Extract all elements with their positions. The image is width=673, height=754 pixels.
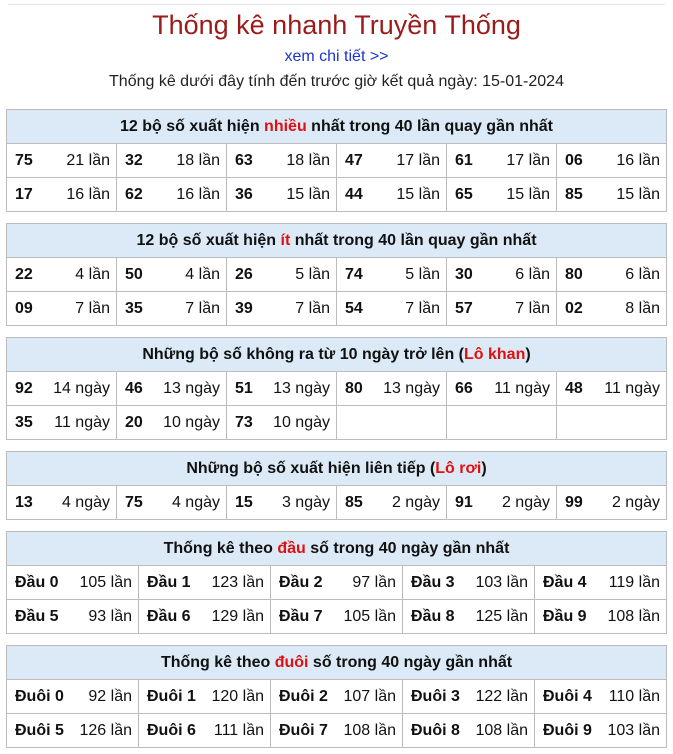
stat-count: 97 lần: [352, 573, 396, 591]
stat-count: 125 lần: [475, 607, 528, 625]
stat-cell: [227, 178, 337, 211]
stat-number: 80: [565, 265, 583, 283]
section-title-text: số trong 40 ngày gần nhất: [305, 540, 510, 557]
table-row: [7, 372, 666, 406]
stat-number: 35: [15, 413, 33, 431]
stat-count: 7 lần: [75, 299, 110, 317]
stat-count: 92 lần: [88, 687, 132, 705]
stat-number: 63: [235, 151, 253, 169]
stat-number: Đầu 5: [15, 607, 59, 625]
stat-cell: [337, 406, 447, 439]
stat-number: Đuôi 3: [411, 687, 460, 705]
stat-number: 06: [565, 151, 583, 169]
stat-number: 36: [235, 185, 253, 203]
stat-count: 129 lần: [211, 607, 264, 625]
stat-count: 119 lần: [608, 573, 660, 591]
stat-cell: [337, 144, 447, 177]
section-title-text: ): [525, 346, 531, 363]
stat-number: 46: [125, 379, 143, 397]
stat-cell: [7, 258, 117, 291]
section-title-text: 12 bộ số xuất hiện: [120, 118, 265, 135]
stat-number: 32: [125, 151, 143, 169]
stat-count: 105 lần: [343, 607, 396, 625]
stat-number: Đuôi 5: [15, 721, 64, 739]
stat-number: 13: [15, 493, 33, 511]
section-title-text: Những bộ số xuất hiện liên tiếp (: [186, 460, 436, 477]
stat-number: Đuôi 0: [15, 687, 64, 705]
stat-cell: [7, 566, 139, 599]
stat-number: 80: [345, 379, 363, 397]
stat-cell: [7, 292, 117, 325]
stat-cell: [337, 178, 447, 211]
stat-count: 2 ngày: [611, 493, 660, 511]
stat-cell: [557, 406, 666, 439]
stat-count: 18 lần: [286, 151, 330, 169]
stat-cell: [403, 600, 535, 633]
stat-number: Đầu 9: [543, 607, 587, 625]
table-row: [7, 406, 666, 439]
least-frequent-table: [6, 223, 667, 326]
stat-count: 15 lần: [616, 185, 660, 203]
stat-number: 57: [455, 299, 473, 317]
stat-number: 50: [125, 265, 143, 283]
stat-number: 65: [455, 185, 473, 203]
stat-count: 16 lần: [616, 151, 660, 169]
section-header: [7, 338, 666, 372]
section-header: [7, 452, 666, 486]
stat-cell: [337, 258, 447, 291]
table-row: [7, 600, 666, 633]
stat-count: 2 ngày: [501, 493, 550, 511]
stat-number: 99: [565, 493, 583, 511]
stat-number: 51: [235, 379, 253, 397]
stat-count: 103 lần: [475, 573, 528, 591]
stat-number: 48: [565, 379, 583, 397]
stat-count: 4 lần: [185, 265, 220, 283]
section-title-highlight: Lô rơi: [435, 460, 482, 477]
stat-count: 5 lần: [295, 265, 330, 283]
stat-count: 5 lần: [405, 265, 440, 283]
stat-cell: [557, 258, 666, 291]
stat-cell: [139, 566, 271, 599]
stat-count: 4 lần: [75, 265, 110, 283]
stat-count: 108 lần: [475, 721, 528, 739]
stat-count: 120 lần: [211, 687, 264, 705]
stat-cell: [7, 144, 117, 177]
lo-roi-table: [6, 451, 667, 520]
stat-cell: [227, 372, 337, 405]
stat-count: 17 lần: [396, 151, 440, 169]
stat-cell: [557, 372, 666, 405]
stat-number: 15: [235, 493, 253, 511]
stat-number: 30: [455, 265, 473, 283]
table-row: [7, 566, 666, 600]
stat-cell: [227, 144, 337, 177]
section-title-highlight: đầu: [277, 540, 306, 557]
page-title: Thống kê nhanh Truyền Thống: [152, 10, 521, 40]
stat-number: 35: [125, 299, 143, 317]
table-row: [7, 714, 666, 747]
stat-number: 62: [125, 185, 143, 203]
stat-number: Đuôi 1: [147, 687, 196, 705]
stat-count: 11 ngày: [604, 379, 660, 397]
stat-cell: [535, 566, 666, 599]
stat-number: 20: [125, 413, 143, 431]
stat-number: Đuôi 4: [543, 687, 592, 705]
stat-count: 10 ngày: [273, 413, 330, 431]
stat-count: 15 lần: [396, 185, 440, 203]
stat-number: 85: [565, 185, 583, 203]
stat-count: 4 ngày: [171, 493, 220, 511]
stat-number: 44: [345, 185, 363, 203]
stat-cell: [117, 486, 227, 519]
stat-count: 11 ngày: [494, 379, 550, 397]
stat-cell: [557, 486, 666, 519]
stat-cell: [271, 566, 403, 599]
stat-number: 91: [455, 493, 473, 511]
stat-count: 13 ngày: [383, 379, 440, 397]
section-title-text: ): [481, 460, 487, 477]
stat-cell: [117, 372, 227, 405]
stat-count: 4 ngày: [61, 493, 110, 511]
stat-count: 3 ngày: [281, 493, 330, 511]
stat-count: 7 lần: [295, 299, 330, 317]
stat-count: 14 ngày: [53, 379, 110, 397]
stat-count: 108 lần: [343, 721, 396, 739]
stat-cell: [447, 258, 557, 291]
stat-cell: [7, 486, 117, 519]
stat-number: Đầu 1: [147, 573, 191, 591]
stat-cell: [7, 406, 117, 439]
stat-cell: [557, 292, 666, 325]
table-row: [7, 178, 666, 211]
stat-number: Đuôi 2: [279, 687, 328, 705]
stat-count: 18 lần: [176, 151, 220, 169]
stat-number: 75: [15, 151, 33, 169]
section-title-text: Những bộ số không ra từ 10 ngày trở lên (: [142, 346, 464, 363]
section-header: [7, 646, 666, 680]
stat-cell: [447, 292, 557, 325]
table-row: [7, 292, 666, 325]
stat-count: 105 lần: [79, 573, 132, 591]
table-row: [7, 258, 666, 292]
stat-cell: [557, 144, 666, 177]
stat-cell: [7, 714, 139, 747]
stat-number: 92: [15, 379, 33, 397]
section-title-text: 12 bộ số xuất hiện: [136, 232, 281, 249]
stat-cell: [227, 258, 337, 291]
table-row: [7, 144, 666, 178]
view-details-link[interactable]: xem chi tiết >>: [284, 48, 389, 65]
stat-count: 103 lần: [607, 721, 660, 739]
stat-number: 73: [235, 413, 253, 431]
stat-cell: [337, 372, 447, 405]
stat-number: Đầu 6: [147, 607, 191, 625]
stat-cell: [117, 406, 227, 439]
stat-cell: [271, 714, 403, 747]
stat-count: 7 lần: [515, 299, 550, 317]
stat-cell: [337, 292, 447, 325]
stat-count: 16 lần: [66, 185, 110, 203]
section-title-text: Thống kê theo: [160, 654, 275, 671]
table-row: [7, 486, 666, 519]
stat-count: 107 lần: [343, 687, 396, 705]
stat-number: 54: [345, 299, 363, 317]
stat-cell: [535, 600, 666, 633]
stat-cell: [139, 714, 271, 747]
stat-count: 16 lần: [176, 185, 220, 203]
stat-count: 8 lần: [625, 299, 660, 317]
section-title-highlight: nhiều: [264, 118, 307, 135]
stat-count: 126 lần: [79, 721, 132, 739]
stat-number: 22: [15, 265, 33, 283]
stat-number: 75: [125, 493, 143, 511]
table-row: [7, 680, 666, 714]
stat-number: Đầu 0: [15, 573, 59, 591]
stat-number: Đuôi 8: [411, 721, 460, 739]
section-title-highlight: đuôi: [274, 654, 309, 671]
stat-count: 110 lần: [608, 687, 660, 705]
stat-number: 26: [235, 265, 253, 283]
stat-number: 66: [455, 379, 473, 397]
section-title-text: số trong 40 ngày gần nhất: [308, 654, 513, 671]
most-frequent-table: [6, 109, 667, 212]
stat-cell: [7, 372, 117, 405]
lo-khan-table: [6, 337, 667, 440]
stat-count: 10 ngày: [163, 413, 220, 431]
stat-cell: [227, 486, 337, 519]
stat-number: 09: [15, 299, 33, 317]
stat-number: 17: [15, 185, 33, 203]
stat-count: 21 lần: [66, 151, 110, 169]
stat-count: 13 ngày: [163, 379, 220, 397]
stat-number: Đuôi 9: [543, 721, 592, 739]
stat-cell: [7, 178, 117, 211]
stat-cell: [271, 680, 403, 713]
stat-count: 6 lần: [625, 265, 660, 283]
stat-count: 6 lần: [515, 265, 550, 283]
stat-number: Đầu 8: [411, 607, 455, 625]
section-title-highlight: Lô khan: [464, 346, 526, 363]
stat-count: 111 lần: [213, 721, 264, 739]
stat-cell: [7, 680, 139, 713]
stat-cell: [7, 600, 139, 633]
stat-count: 122 lần: [475, 687, 528, 705]
stat-cell: [117, 292, 227, 325]
stat-count: 15 lần: [286, 185, 330, 203]
section-title-highlight: ít: [280, 232, 291, 249]
stat-cell: [403, 566, 535, 599]
stat-count: 7 lần: [405, 299, 440, 317]
stat-number: Đầu 2: [279, 573, 323, 591]
stat-number: 02: [565, 299, 583, 317]
stat-cell: [139, 680, 271, 713]
stat-cell: [403, 714, 535, 747]
stat-cell: [227, 292, 337, 325]
stat-number: 85: [345, 493, 363, 511]
stat-number: Đuôi 7: [279, 721, 328, 739]
stat-count: 7 lần: [185, 299, 220, 317]
tail-digit-table: [6, 645, 667, 748]
stat-cell: [403, 680, 535, 713]
stat-count: 2 ngày: [391, 493, 440, 511]
stat-cell: [117, 258, 227, 291]
stat-number: 39: [235, 299, 253, 317]
stat-count: 17 lần: [506, 151, 550, 169]
section-header: [7, 532, 666, 566]
stat-cell: [535, 714, 666, 747]
section-header: [7, 224, 666, 258]
stat-count: 123 lần: [211, 573, 264, 591]
section-header: [7, 110, 666, 144]
stat-cell: [337, 486, 447, 519]
stat-cell: [557, 178, 666, 211]
stat-cell: [447, 486, 557, 519]
stat-cell: [535, 680, 666, 713]
stat-count: 11 ngày: [54, 413, 110, 431]
stat-cell: [139, 600, 271, 633]
section-title-text: Thống kê theo: [163, 540, 278, 557]
stat-count: 15 lần: [506, 185, 550, 203]
stat-cell: [447, 178, 557, 211]
stat-number: 74: [345, 265, 363, 283]
stat-cell: [447, 144, 557, 177]
stat-number: Đầu 4: [543, 573, 587, 591]
stat-cell: [117, 144, 227, 177]
top-divider: [8, 4, 665, 5]
stat-cell: [447, 406, 557, 439]
stat-cell: [271, 600, 403, 633]
stat-number: 61: [455, 151, 473, 169]
stat-number: Đuôi 6: [147, 721, 196, 739]
section-title-text: nhất trong 40 lần quay gần nhất: [306, 118, 553, 135]
section-title-text: nhất trong 40 lần quay gần nhất: [290, 232, 537, 249]
stat-number: Đầu 3: [411, 573, 455, 591]
stat-cell: [117, 178, 227, 211]
stat-cell: [227, 406, 337, 439]
stat-count: 93 lần: [88, 607, 132, 625]
date-line: Thống kê dưới đây tính đến trước giờ kết quả ngày: 15-01-2024: [109, 73, 564, 90]
stat-count: 13 ngày: [273, 379, 330, 397]
stat-number: 47: [345, 151, 363, 169]
stat-number: Đầu 7: [279, 607, 323, 625]
head-digit-table: [6, 531, 667, 634]
stat-count: 108 lần: [607, 607, 660, 625]
stat-cell: [447, 372, 557, 405]
